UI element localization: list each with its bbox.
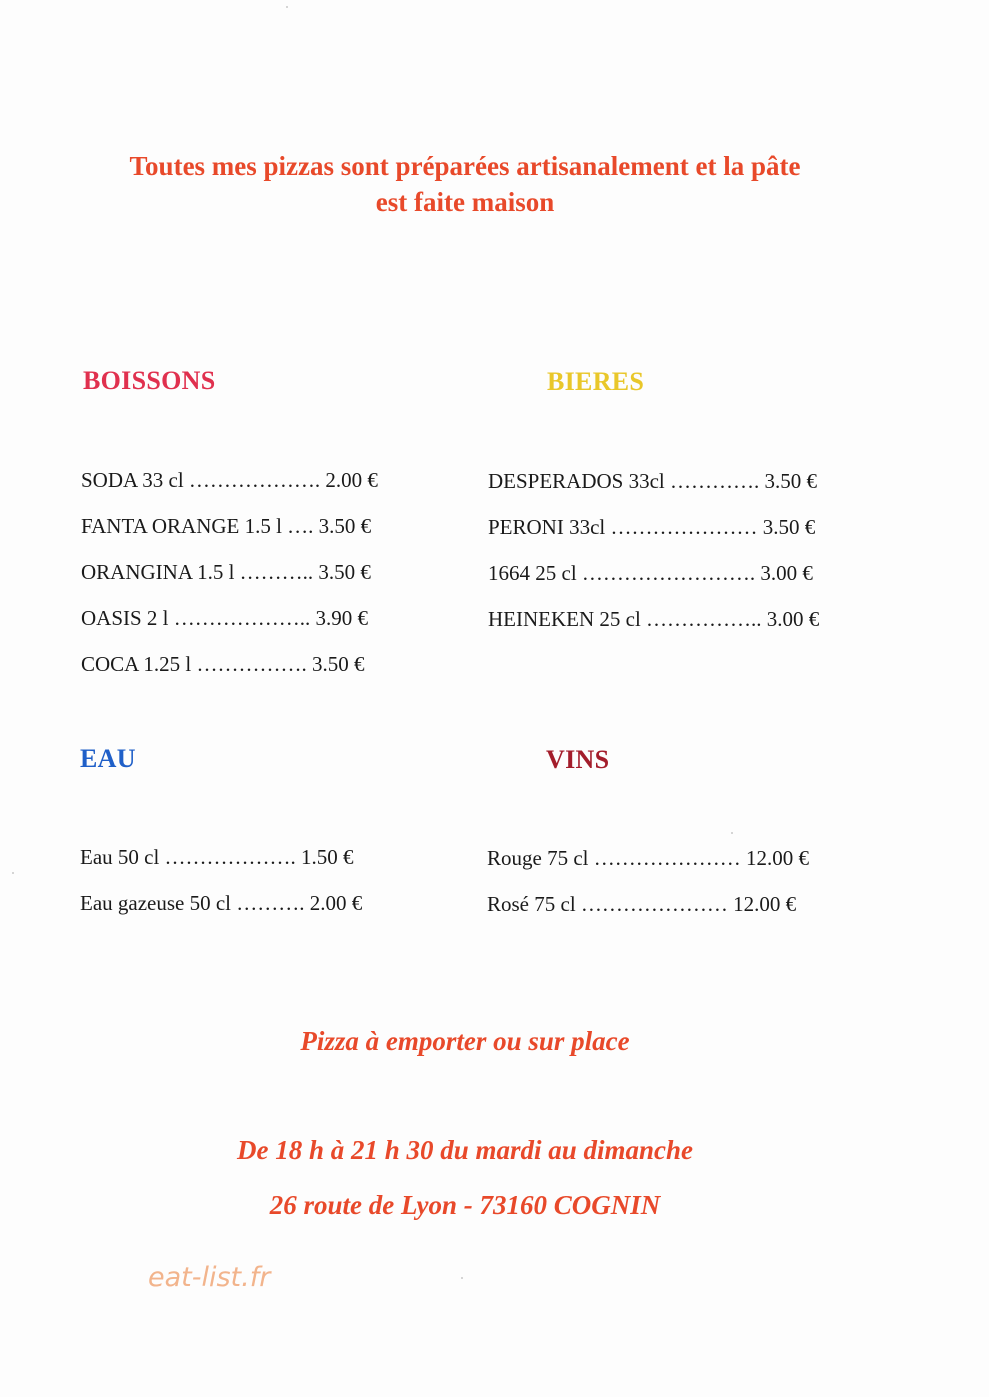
section-title-vins: VINS xyxy=(546,745,610,774)
scan-speck xyxy=(461,1277,463,1279)
list-item: Rosé 75 cl ………………… 12.00 € xyxy=(487,892,797,916)
intro-line-2: est faite maison xyxy=(375,187,555,217)
list-item: SODA 33 cl ………………. 2.00 € xyxy=(81,468,378,492)
address: 26 route de Lyon - 73160 COGNIN xyxy=(269,1190,661,1220)
list-item: Eau gazeuse 50 cl ………. 2.00 € xyxy=(80,891,363,915)
scan-speck xyxy=(731,832,733,834)
watermark: eat-list.fr xyxy=(148,1262,271,1293)
bieres-list xyxy=(488,467,819,651)
opening-hours: De 18 h à 21 h 30 du mardi au dimanche xyxy=(236,1135,694,1165)
scan-speck xyxy=(12,872,14,874)
list-item: Eau 50 cl ………………. 1.50 € xyxy=(80,845,354,869)
takeaway-note: Pizza à emporter ou sur place xyxy=(300,1026,630,1056)
list-item: Rouge 75 cl ………………… 12.00 € xyxy=(487,846,809,870)
list-item: FANTA ORANGE 1.5 l …. 3.50 € xyxy=(81,514,372,538)
section-title-eau: EAU xyxy=(80,744,136,773)
section-title-boissons: BOISSONS xyxy=(83,366,216,395)
scan-speck xyxy=(286,6,288,8)
eau-list xyxy=(80,843,362,935)
intro-line-1: Toutes mes pizzas sont préparées artisanalement et la pâte xyxy=(129,151,801,181)
list-item: DESPERADOS 33cl …………. 3.50 € xyxy=(488,469,818,493)
boissons-list xyxy=(81,466,378,696)
list-item: PERONI 33cl ………………… 3.50 € xyxy=(488,515,816,539)
intro-text xyxy=(60,148,870,220)
list-item: HEINEKEN 25 cl …………….. 3.00 € xyxy=(488,607,820,631)
list-item: 1664 25 cl ……………………. 3.00 € xyxy=(488,561,813,585)
list-item: COCA 1.25 l ……………. 3.50 € xyxy=(81,652,365,676)
list-item: ORANGINA 1.5 l ……….. 3.50 € xyxy=(81,560,371,584)
vins-list xyxy=(487,844,809,936)
section-title-bieres: BIERES xyxy=(547,367,645,396)
list-item: OASIS 2 l ……………….. 3.90 € xyxy=(81,606,369,630)
